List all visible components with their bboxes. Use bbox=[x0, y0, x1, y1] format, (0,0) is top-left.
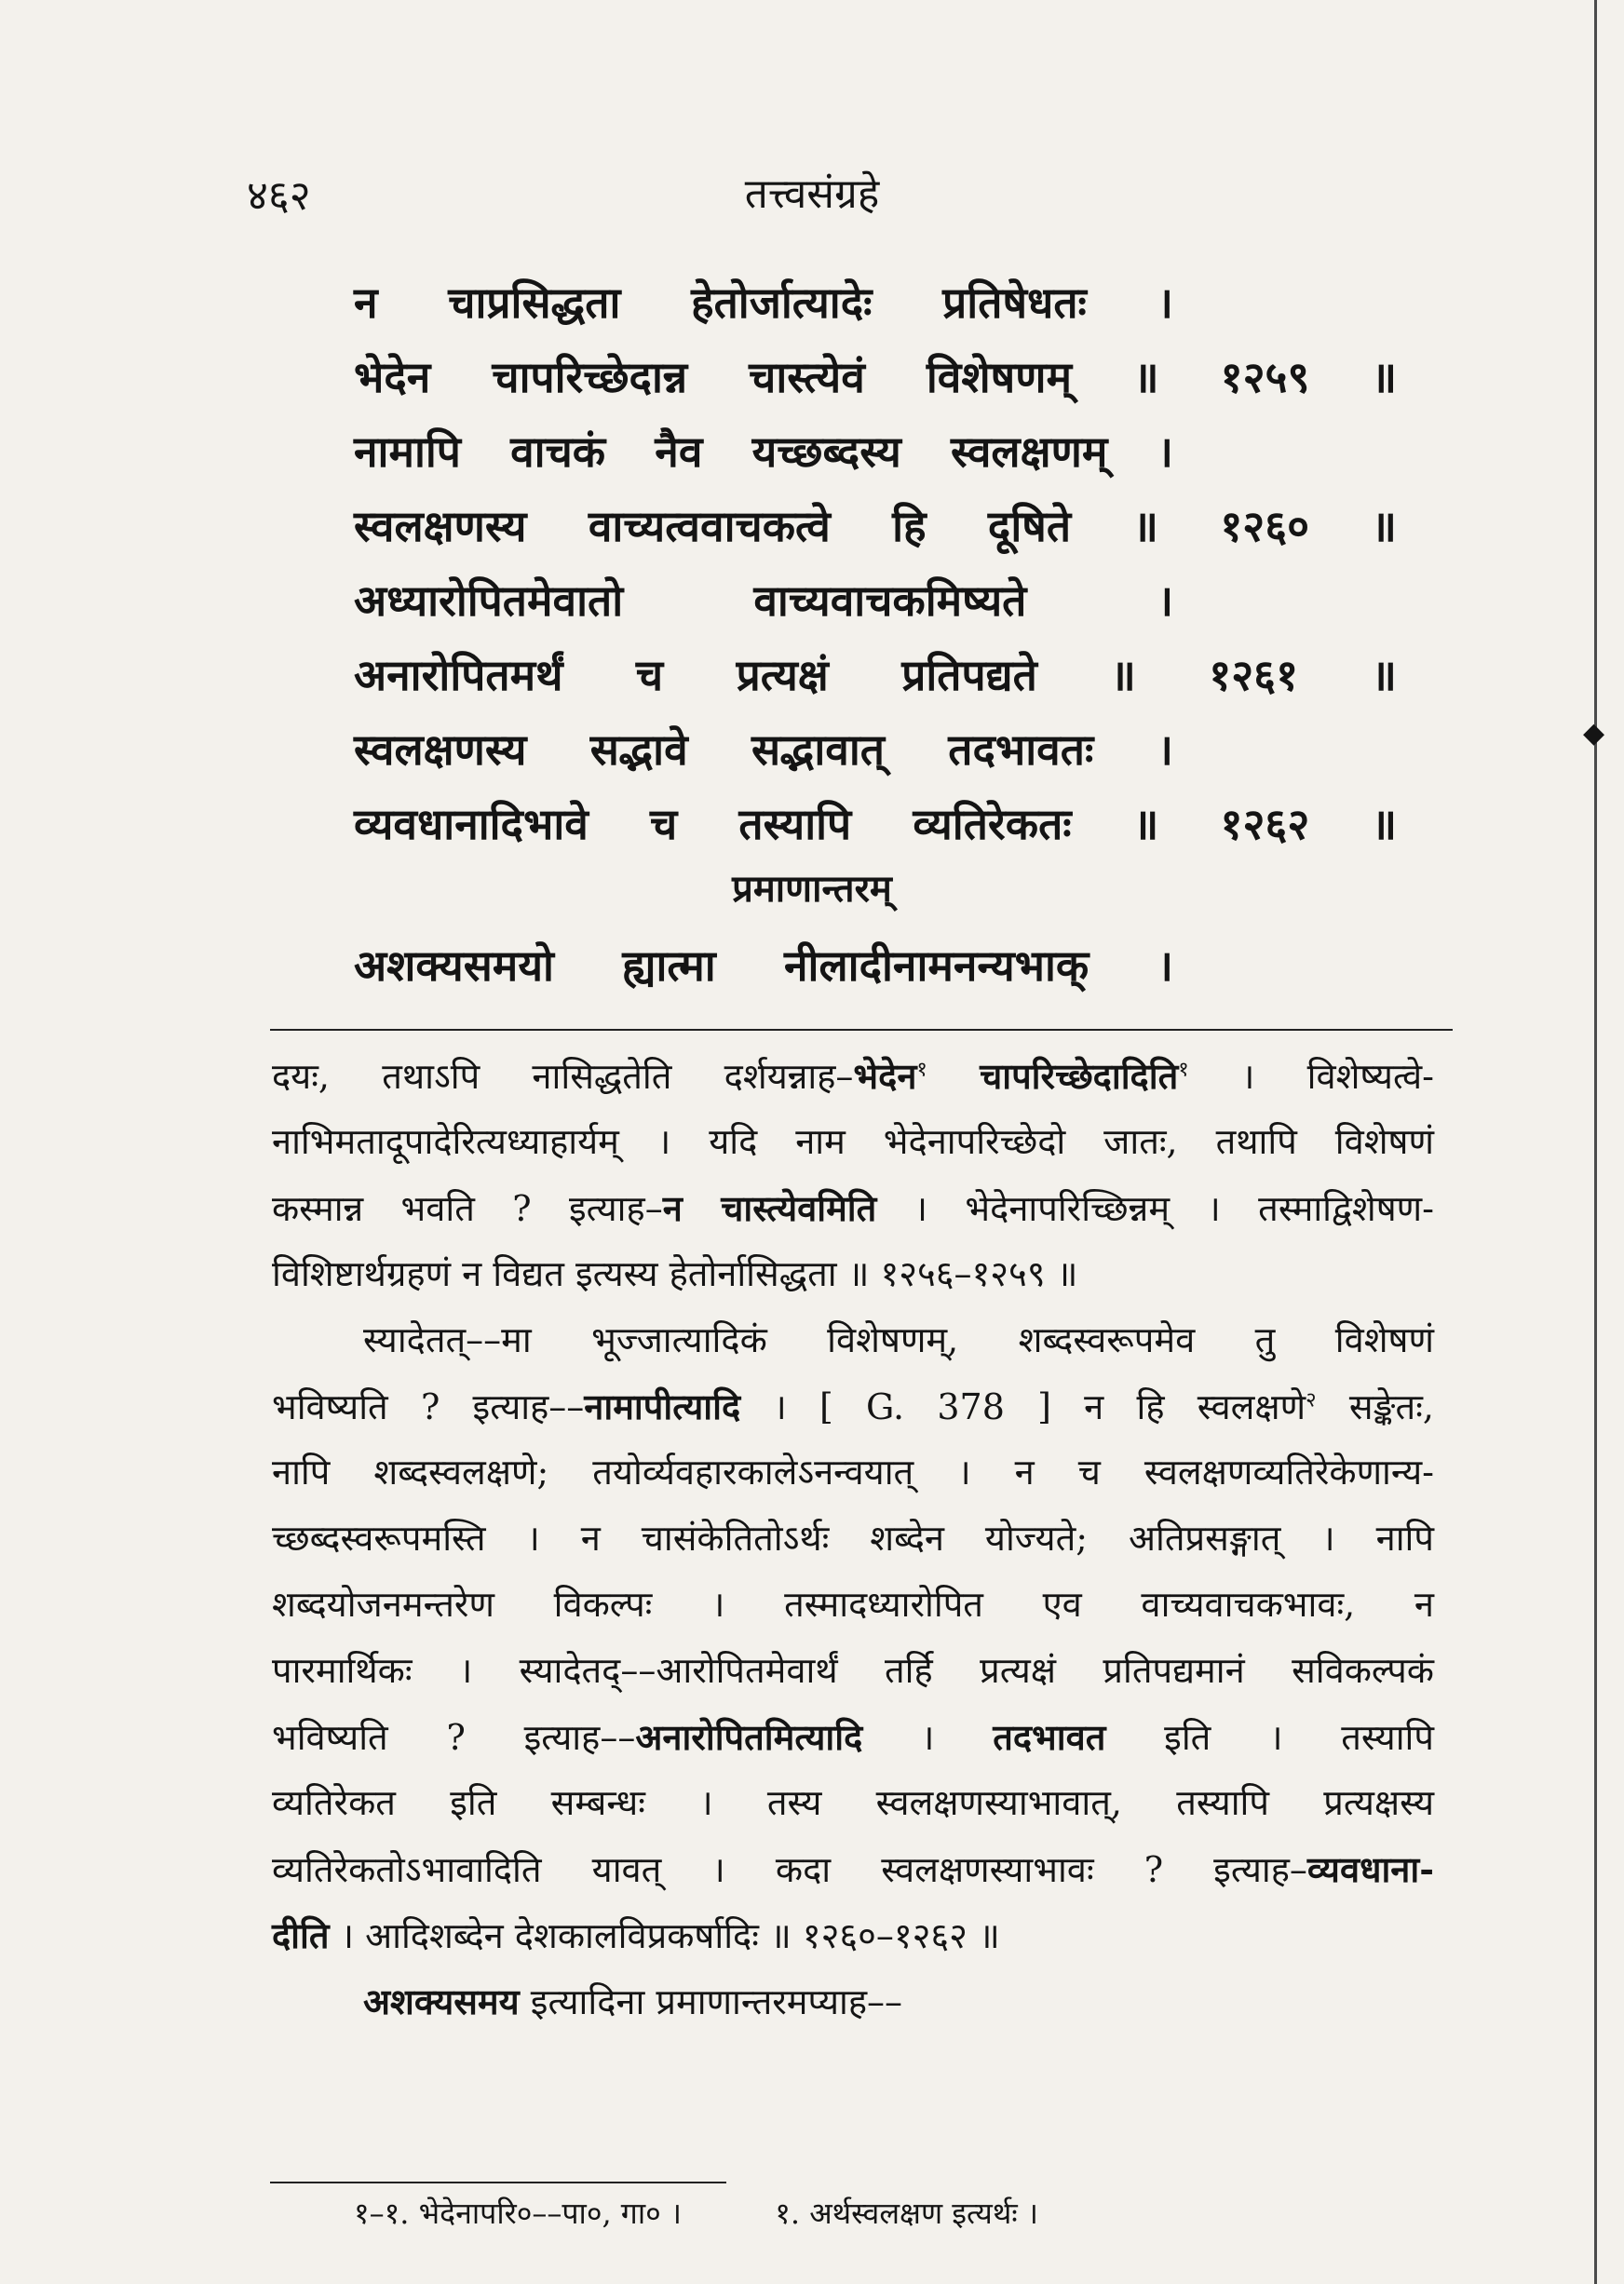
running-title: तत्त्वसंग्रहे bbox=[744, 170, 880, 218]
binding-edge bbox=[1594, 0, 1597, 2284]
verse-line: अध्यारोपितमेवातो वाच्यवाचकमिष्यते । bbox=[354, 575, 1173, 626]
commentary-line: व्यतिरेकतोऽभावादिति यावत् । कदा स्वलक्षणस्याभावः ? इत्याह–व्यवधाना- bbox=[272, 1848, 1434, 1890]
divider bbox=[270, 1029, 1453, 1031]
commentary bbox=[272, 1043, 1434, 2034]
verse-line: स्वलक्षणस्य वाच्यत्ववाचकत्वे हि दूषिते ॥ १२६० ॥ bbox=[354, 501, 1397, 551]
commentary-line: दीति । आदिशब्देन देशकालविप्रकर्षादिः ॥ १२६०–१२६२ ॥ bbox=[272, 1914, 1000, 1956]
verse-line: अशक्यसमयो ह्यात्मा नीलादीनामनन्यभाक् । bbox=[354, 940, 1173, 991]
verse-line: व्यवधानादिभावे च तस्यापि व्यतिरेकतः ॥ १२६२ ॥ bbox=[354, 799, 1397, 849]
verse-line: स्वलक्षणस्य सद्भावे सद्भावात् तदभावतः । bbox=[354, 724, 1173, 775]
commentary-line: नाभिमतादूपादेरित्यध्याहार्यम् । यदि नाम भेदेनापरिच्छेदो जातः, तथापि विशेषणं bbox=[272, 1121, 1434, 1162]
verse-line: अनारोपितमर्थं च प्रत्यक्षं प्रतिपद्यते ॥ १२६१ ॥ bbox=[354, 650, 1397, 700]
page-number: ४६२ bbox=[247, 172, 311, 220]
verse-block bbox=[354, 265, 1397, 861]
verse-line: न चाप्रसिद्धता हेतोर्जात्यादेः प्रतिषेधतः । bbox=[354, 277, 1173, 328]
commentary-line: व्यतिरेकत इति सम्बन्धः । तस्य स्वलक्षणस्याभावात्, तस्यापि प्रत्यक्षस्य bbox=[272, 1782, 1434, 1823]
verse-line: नामापि वाचकं नैव यच्छब्दस्य स्वलक्षणम् । bbox=[354, 426, 1173, 477]
verse-line: भेदेन चापरिच्छेदान्न चास्त्येवं विशेषणम् ॥ १२५९ ॥ bbox=[354, 352, 1397, 402]
section-heading: प्रमाणान्तरम् bbox=[732, 867, 892, 911]
commentary-line: विशिष्टार्थग्रहणं न विद्यत इत्यस्य हेतोर्नासिद्धता ॥ १२५६–१२५९ ॥ bbox=[272, 1253, 1078, 1294]
commentary-line: शब्दयोजनमन्तरेण विकल्पः । तस्मादध्यारोपित एव वाच्यवाचकभावः, न bbox=[272, 1584, 1434, 1625]
commentary-line: भविष्यति ? इत्याह––अनारोपितमित्यादि । तदभावत इति । तस्यापि bbox=[272, 1716, 1434, 1758]
commentary-line: कस्मान्न भवति ? इत्याह–न चास्त्येवमिति । भेदेनापरिच्छिन्नम् । तस्माद्विशेषण- bbox=[272, 1187, 1434, 1229]
commentary-line: नापि शब्दस्वलक्षणे; तयोर्व्यवहारकालेऽनन्वयात् । न च स्वलक्षणव्यतिरेकेणान्य- bbox=[272, 1452, 1434, 1493]
commentary-line: पारमार्थिकः । स्यादेतद्––आरोपितमेवार्थं तर्हि प्रत्यक्षं प्रतिपद्यमानं सविकल्पकं bbox=[272, 1650, 1434, 1691]
commentary-line: च्छब्दस्वरूपमस्ति । न चासंकेतितोऽर्थः शब्देन योज्यते; अतिप्रसङ्गात् । नापि bbox=[272, 1518, 1434, 1559]
binding-stitch-icon: ◆ bbox=[1583, 717, 1605, 750]
commentary-line: स्यादेतत्––मा भूज्जात्यादिकं विशेषणम्, शब्दस्वरूपमेव तु विशेषणं bbox=[363, 1319, 1434, 1360]
commentary-line: अशक्यसमय इत्यादिना प्रमाणान्तरमप्याह–– bbox=[363, 1980, 903, 2022]
footnote: १–१. भेदेनापरि०––पा०, गा० । bbox=[354, 2196, 683, 2231]
commentary-line: दयः, तथाऽपि नासिद्धतेति दर्शयन्नाह–भेदेन$^१$ चापरिच्छेदादिति$^१$ । विशेष्यत्वे- bbox=[272, 1055, 1434, 1097]
footnotes bbox=[354, 2193, 1038, 2233]
footnote-divider bbox=[270, 2182, 726, 2183]
commentary-line: भविष्यति ? इत्याह––नामापीत्यादि । [ G. 378 ] न हि स्वलक्षणे$^२$ सङ्केतः, bbox=[272, 1385, 1434, 1427]
footnote: १. अर्थस्वलक्षण इत्यर्थः । bbox=[775, 2196, 1039, 2231]
